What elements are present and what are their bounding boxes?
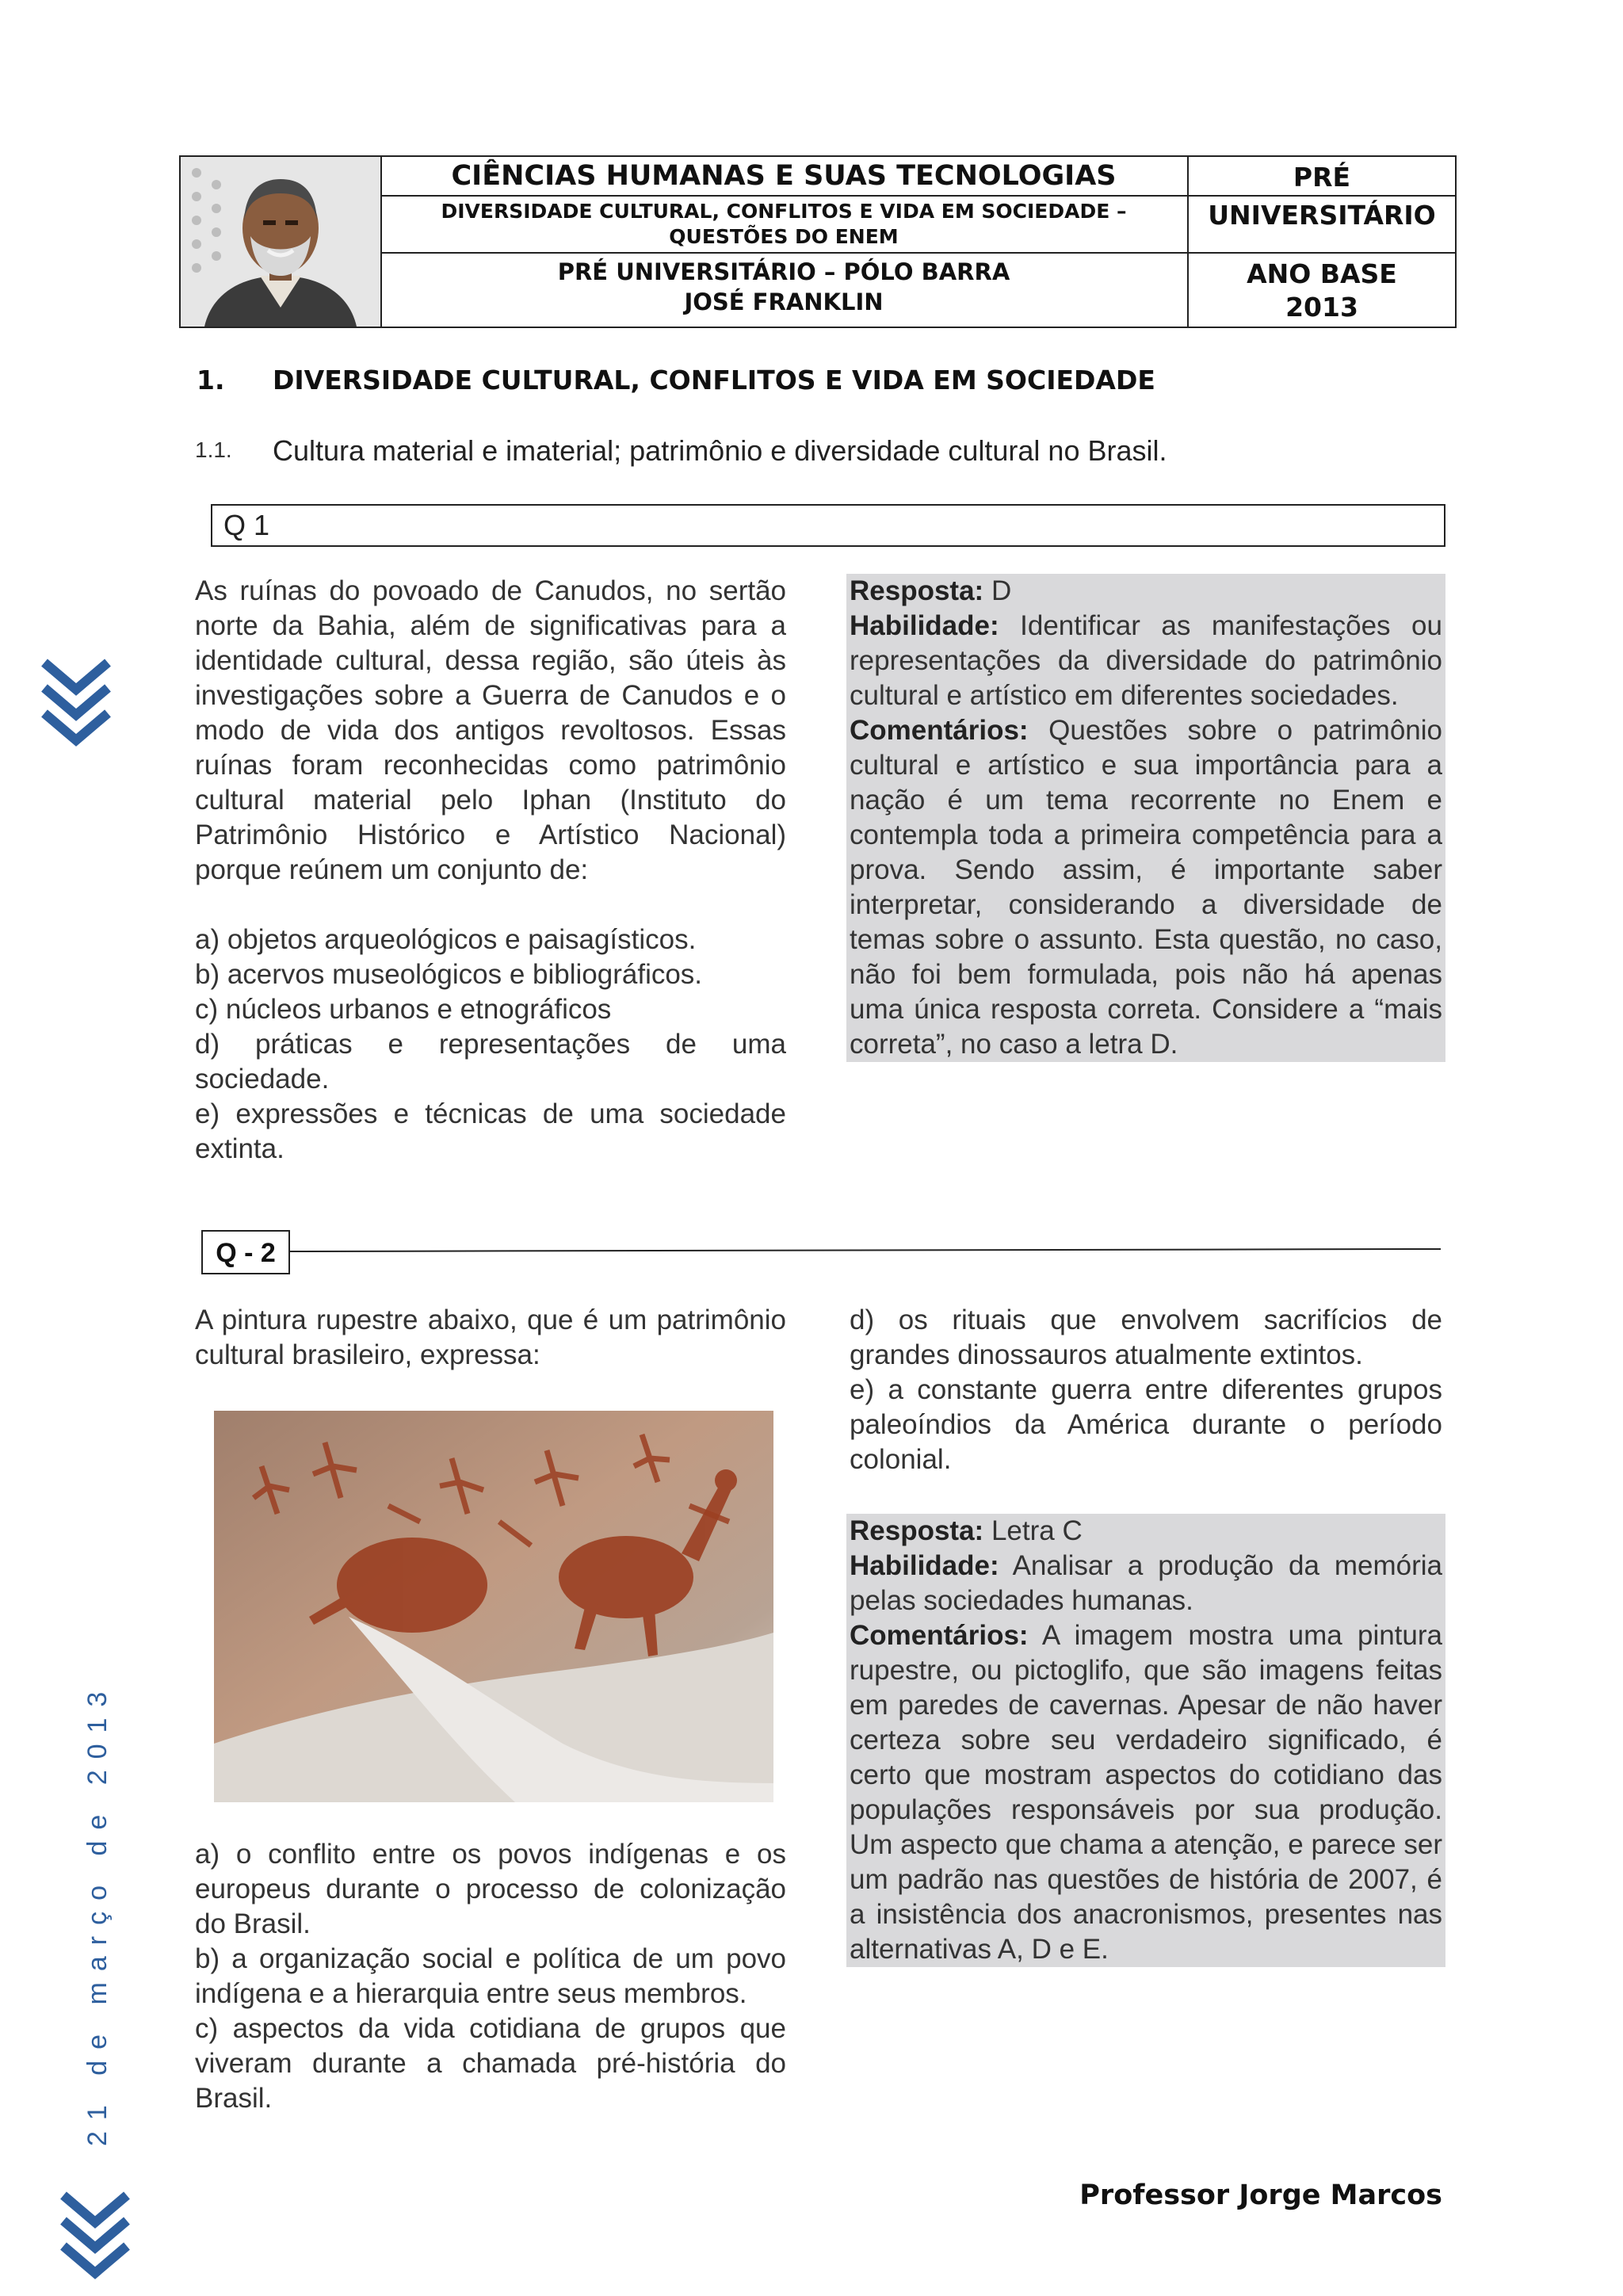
subsection-title: Cultura material e imaterial; patrimônio e diversidade cultural no Brasil. (273, 434, 1167, 467)
section-number: 1. (197, 365, 225, 395)
header-course-1: PRÉ UNIVERSITÁRIO – PÓLO BARRA (557, 258, 1010, 285)
chevron-down-icon (57, 2186, 133, 2287)
q2-statement-block (195, 1303, 786, 1373)
q2-comments: A imagem mostra uma pintura rupestre, ou pictoglifo, que são imagens feitas em paredes de cavernas. Apesar de não haver certeza sobre seu verdadeiro significado, é certo que mostram aspectos do cotidiano das populações responsáveis por sua produção. Um aspecto que chama a atenção, e parece ser um padrão nas questões de história de 2007, é a insistência dos anacronismos, presentes nas alternativas A, D e E. (850, 1620, 1442, 1965)
q2-options-right (850, 1303, 1442, 1477)
q1-answer: D (983, 575, 1012, 606)
q1-label-box (211, 504, 1445, 547)
q2-option-e: e) a constante guerra entre diferentes grupos paleoíndios da América durante o período colonial. (850, 1374, 1442, 1475)
q2-options-left (195, 1837, 786, 2116)
q1-option-e: e) expressões e técnicas de uma sociedade extinta. (195, 1098, 786, 1164)
header-right-2: UNIVERSITÁRIO (1208, 200, 1436, 231)
q1-option-c: c) núcleos urbanos e etnográficos (195, 994, 612, 1025)
q1-answer-box (846, 574, 1445, 1062)
q1-comments: Questões sobre o patrimônio cultural e artístico e sua importância para a nação é um tema recorrente no Enem e contempla toda a primeira competência para a prova. Sendo assim, é importante saber interpretar, considerando a diversidade de temas sobre o assunto. Esta questão, no caso, não foi bem formulada, pois não há apenas uma única resposta correta. Considere a “mais correta”, no caso a letra D. (850, 715, 1442, 1060)
subsection-number: 1.1. (195, 437, 232, 462)
q2-option-b: b) a organização social e política de um povo indígena e a hierarquia entre seus membros. (195, 1943, 786, 2009)
side-date: 21 de março de 2013 (82, 1680, 113, 2146)
q1-option-a: a) objetos arqueológicos e paisagísticos. (195, 924, 697, 955)
q2-statement: A pintura rupestre abaixo, que é um patrimônio cultural brasileiro, expressa: (195, 1305, 786, 1370)
header-table (179, 155, 1457, 328)
q1-label: Q 1 (223, 509, 270, 541)
q2-skill-label: Habilidade: (850, 1550, 999, 1581)
q1-answer-label: Resposta: (850, 575, 984, 606)
q1-skill-label: Habilidade: (850, 610, 999, 641)
footer-author: Professor Jorge Marcos (1079, 2179, 1442, 2211)
header-right (1189, 157, 1455, 327)
q2-label-box (201, 1230, 290, 1274)
q2-comments-label: Comentários: (850, 1620, 1029, 1651)
q1-option-b: b) acervos museológicos e bibliográficos. (195, 959, 703, 990)
section-title: DIVERSIDADE CULTURAL, CONFLITOS E VIDA EM SOCIEDADE (273, 365, 1155, 395)
header-middle (380, 157, 1189, 327)
q1-statement: As ruínas do povoado de Canudos, no sertão norte da Bahia, além de significativas para a identidade cultural, dessa região, são úteis às investigações sobre a Guerra de Canudos e o modo de vida dos antigos revoltosos. Essas ruínas foram reconhecidas como patrimônio cultural material pelo Iphan (Instituto do Patrimônio Histórico e Artístico Nacional) porque reúnem um conjunto de: (195, 575, 786, 885)
q2-answer-box (846, 1514, 1445, 1967)
q2-skill: Analisar a produção da memória pelas sociedades humanas. (850, 1550, 1442, 1616)
header-title: CIÊNCIAS HUMANAS E SUAS TECNOLOGIAS (451, 160, 1117, 192)
q2-option-a: a) o conflito entre os povos indígenas e os europeus durante o processo de colonização do Brasil. (195, 1839, 786, 1939)
q1-comments-label: Comentários: (850, 715, 1029, 746)
q1-question (195, 574, 786, 1167)
rock-painting-image (214, 1411, 773, 1802)
header-course-2: JOSÉ FRANKLIN (684, 288, 884, 315)
q2-answer: Letra C (983, 1515, 1083, 1546)
header-right-3: ANO BASE (1247, 258, 1397, 289)
q2-label: Q - 2 (216, 1238, 276, 1268)
q2-rule (290, 1248, 1441, 1252)
header-right-4: 2013 (1285, 292, 1358, 323)
header-right-1: PRÉ (1293, 162, 1351, 193)
header-subtitle-2: QUESTÕES DO ENEM (669, 225, 899, 248)
q2-option-c: c) aspectos da vida cotidiana de grupos que viveram durante a chamada pré-história do Brasil. (195, 2013, 786, 2114)
q1-option-d: d) práticas e representações de uma sociedade. (195, 1029, 786, 1095)
chevron-down-icon (38, 653, 114, 755)
header-subtitle-1: DIVERSIDADE CULTURAL, CONFLITOS E VIDA EM SOCIEDADE – (441, 200, 1127, 223)
q2-option-d: d) os rituais que envolvem sacrifícios de grandes dinossauros atualmente extintos. (850, 1305, 1442, 1370)
q2-answer-label: Resposta: (850, 1515, 984, 1546)
author-photo (181, 157, 382, 327)
q1-skill: Identificar as manifestações ou representações da diversidade do patrimônio cultural e artístico em diferentes sociedades. (850, 610, 1442, 711)
